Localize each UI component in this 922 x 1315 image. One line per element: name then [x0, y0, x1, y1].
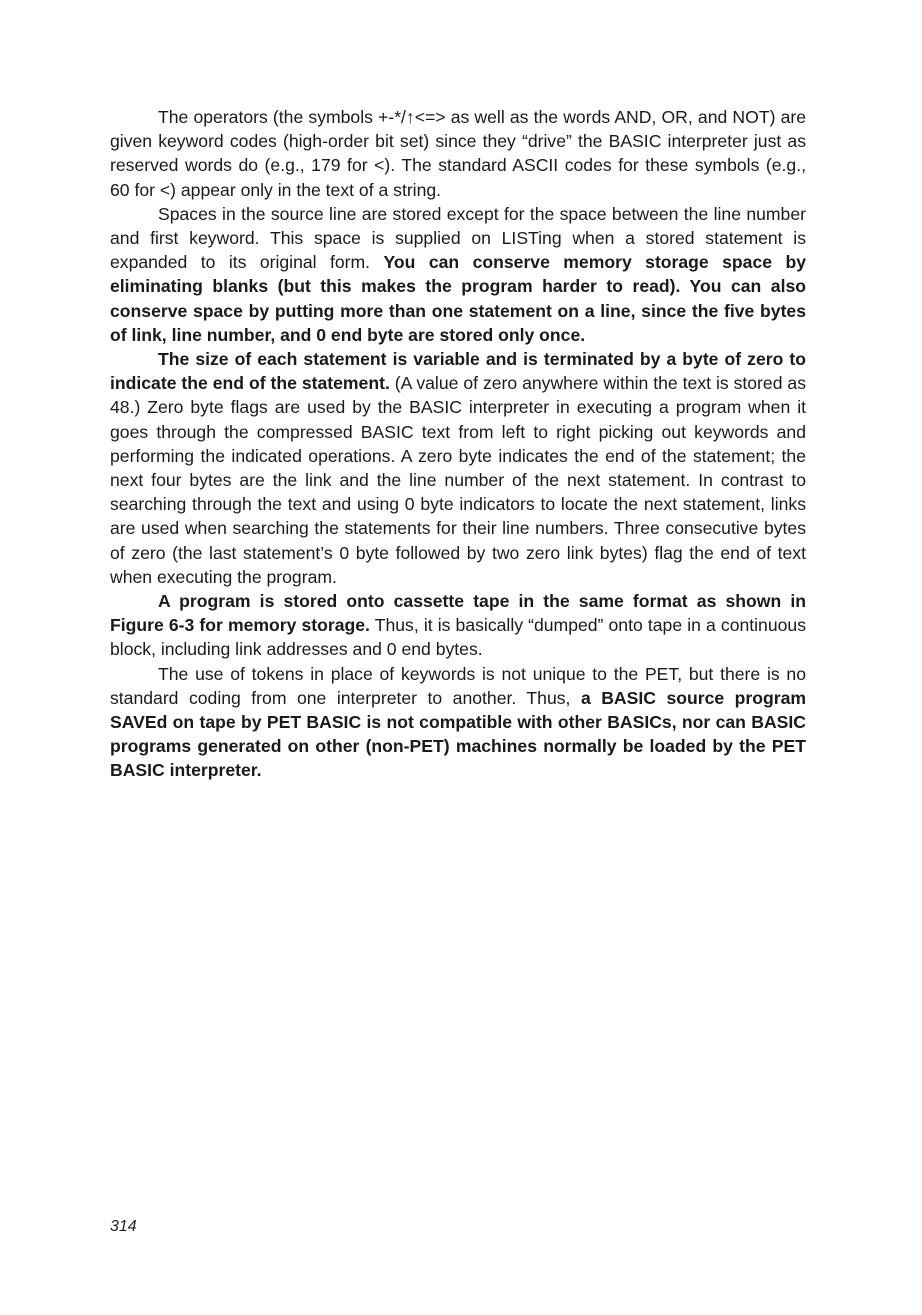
bold-text-run: You can conserve memory storage space by eliminating blanks (but this makes the program harder to read). You can also conserve space by putting more than one statement on a line, since the five bytes of link, line number, and 0 end byte are stored only once. — [110, 252, 806, 345]
text-run: Spaces in the source line are stored except for the space between the line number and first keyword. This space is supplied on LISTing when a stored statement is expanded to its original form. — [110, 203, 806, 273]
page-number: 314 — [110, 1218, 137, 1235]
text-run: The use of tokens in place of keywords is not unique to the PET, but there is no standard coding from one interpreter to another. Thus, — [110, 663, 806, 708]
bold-text-run: a BASIC source program SAVEd on tape by PET BASIC is not compatible with other BASICs, nor can BASIC programs generated on other (non-PET) machines normally be loaded by the PET BASIC interpreter. — [110, 687, 807, 781]
paragraph-operators — [110, 105, 806, 202]
text-run: Thus, it is basically “dumped” onto tape in a continuous block, including link addresses and 0 end bytes. — [110, 615, 806, 660]
bold-text-run: The size of each statement is variable and is terminated by a byte of zero to indicate the end of the statement. — [110, 349, 806, 394]
text-run: (A value of zero anywhere within the text is stored as 48.) Zero byte flags are used by the BASIC interpreter in executing a program when it goes through the compressed BASIC text from left to right picking out keywords and performing the indicated operations. A zero byte indicates the end of the statement; the next four bytes are the link and the line number of the next statement. In contrast to searching through the text and using 0 byte indicators to locate the next statement, links are used when searching the statements for their line numbers. Three consecutive bytes of zero (the last statement’s 0 byte followed by two zero link bytes) flag the end of text when executing the program. — [110, 373, 806, 587]
paragraph-statement-size — [110, 347, 806, 589]
paragraph-cassette — [110, 589, 806, 662]
paragraph-tokens — [110, 662, 806, 783]
text-run: The operators (the symbols +-*/↑<=> as well as the words AND, OR, and NOT) are given keyword codes (high-order bit set) since they “drive” the BASIC interpreter just as reserved words do (e.g., 179 for <). The standard ASCII codes for these symbols (e.g., 60 for <) appear only in the text of a string. — [110, 107, 806, 200]
paragraph-spaces — [110, 202, 806, 347]
bold-text-run: A program is stored onto cassette tape in the same format as shown in Figure 6-3 for memory storage. — [110, 591, 806, 636]
page-body — [110, 105, 806, 783]
